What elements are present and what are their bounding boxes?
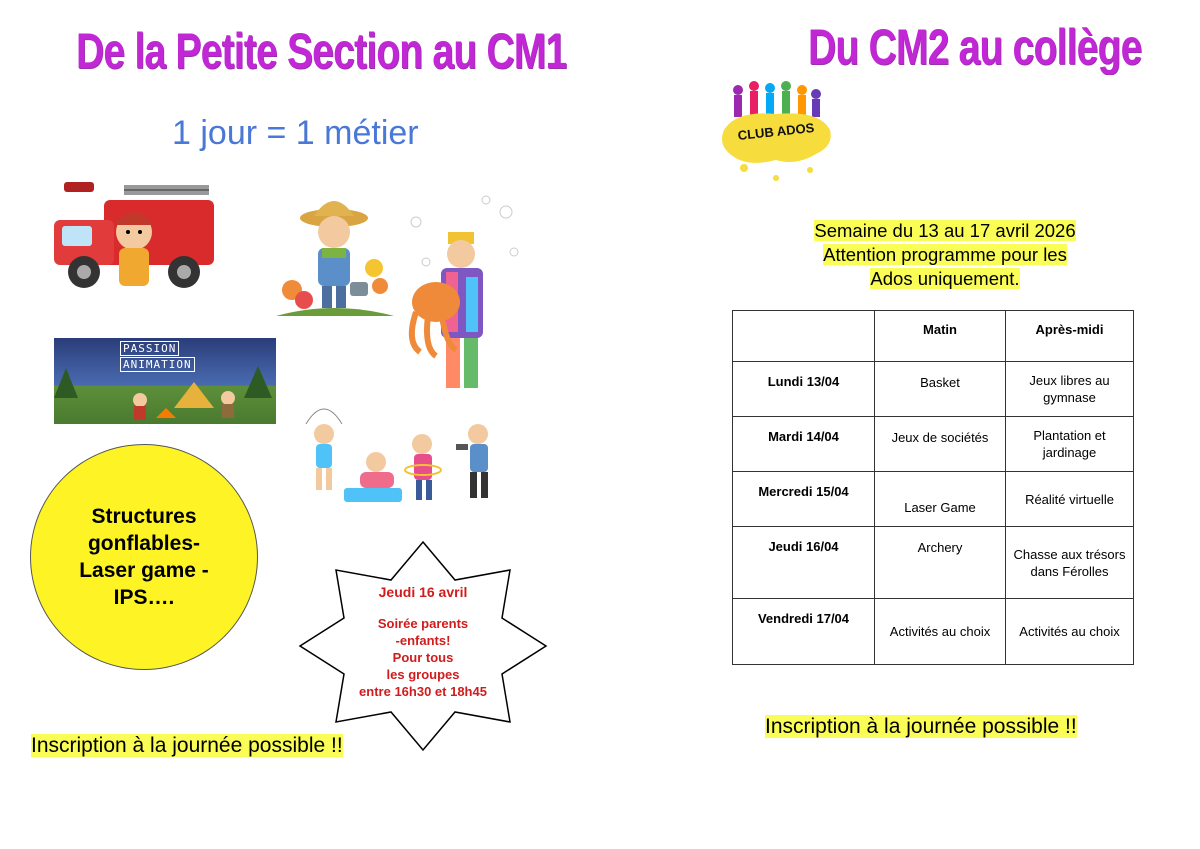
firefighter-truck-illustration	[44, 180, 224, 300]
left-inscription	[31, 734, 343, 758]
star-body: Soirée parents -enfants! Pour tous les groupes entre 16h30 et 18h45	[359, 616, 487, 699]
apres-midi-cell: Plantation et jardinage	[1006, 417, 1134, 472]
apres-midi-cell: Activités au choix	[1006, 599, 1134, 665]
star-badge-text	[298, 540, 548, 752]
table-header-row	[733, 311, 1134, 362]
left-subtitle: 1 jour = 1 métier	[172, 114, 419, 152]
table-row	[733, 527, 1134, 599]
day-cell: Mercredi 15/04	[733, 472, 875, 527]
day-cell: Mardi 14/04	[733, 417, 875, 472]
left-title: De la Petite Section au CM1	[76, 23, 567, 79]
schedule-table	[732, 310, 1134, 665]
table-row	[733, 599, 1134, 665]
header-apres-midi: Après-midi	[1006, 311, 1134, 362]
apres-midi-cell: Réalité virtuelle	[1006, 472, 1134, 527]
gardener-illustration	[276, 190, 394, 320]
table-row	[733, 362, 1134, 417]
left-inscription-text: Inscription à la journée possible !!	[31, 734, 343, 757]
week-line1: Semaine du 13 au 17 avril 2026	[814, 220, 1076, 241]
passion-banner-line1: PASSION	[120, 341, 179, 356]
club-ados-text: CLUB ADOS	[737, 120, 815, 143]
matin-cell: Basket	[875, 362, 1006, 417]
table-row	[733, 417, 1134, 472]
day-cell: Lundi 13/04	[733, 362, 875, 417]
apres-midi-cell: Chasse aux trésors dans Férolles	[1006, 527, 1134, 599]
right-inscription-text: Inscription à la journée possible !!	[765, 715, 1077, 738]
activities-circle	[30, 444, 258, 670]
header-empty	[733, 311, 875, 362]
circle-text: Structures gonflables- Laser game - IPS….	[79, 505, 209, 609]
matin-cell: Jeux de sociétés	[875, 417, 1006, 472]
matin-cell: Laser Game	[875, 472, 1006, 527]
clown-balloon-illustration	[396, 192, 526, 402]
day-cell: Jeudi 16/04	[733, 527, 875, 599]
header-matin: Matin	[875, 311, 1006, 362]
matin-cell: Activités au choix	[875, 599, 1006, 665]
week-info	[800, 219, 1090, 291]
club-ados-logo	[716, 76, 836, 188]
right-inscription	[765, 715, 1077, 739]
kids-sport-illustration	[300, 404, 500, 506]
matin-cell: Archery	[875, 527, 1006, 599]
right-title: Du CM2 au collège	[808, 19, 1142, 75]
week-line2: Attention programme pour les	[823, 244, 1067, 265]
passion-banner-line2: ANIMATION	[120, 357, 195, 372]
day-cell: Vendredi 17/04	[733, 599, 875, 665]
apres-midi-cell: Jeux libres au gymnase	[1006, 362, 1134, 417]
week-line3: Ados uniquement.	[870, 268, 1020, 289]
camp-scene-illustration	[54, 338, 276, 424]
table-row	[733, 472, 1134, 527]
star-date: Jeudi 16 avril	[378, 584, 468, 600]
